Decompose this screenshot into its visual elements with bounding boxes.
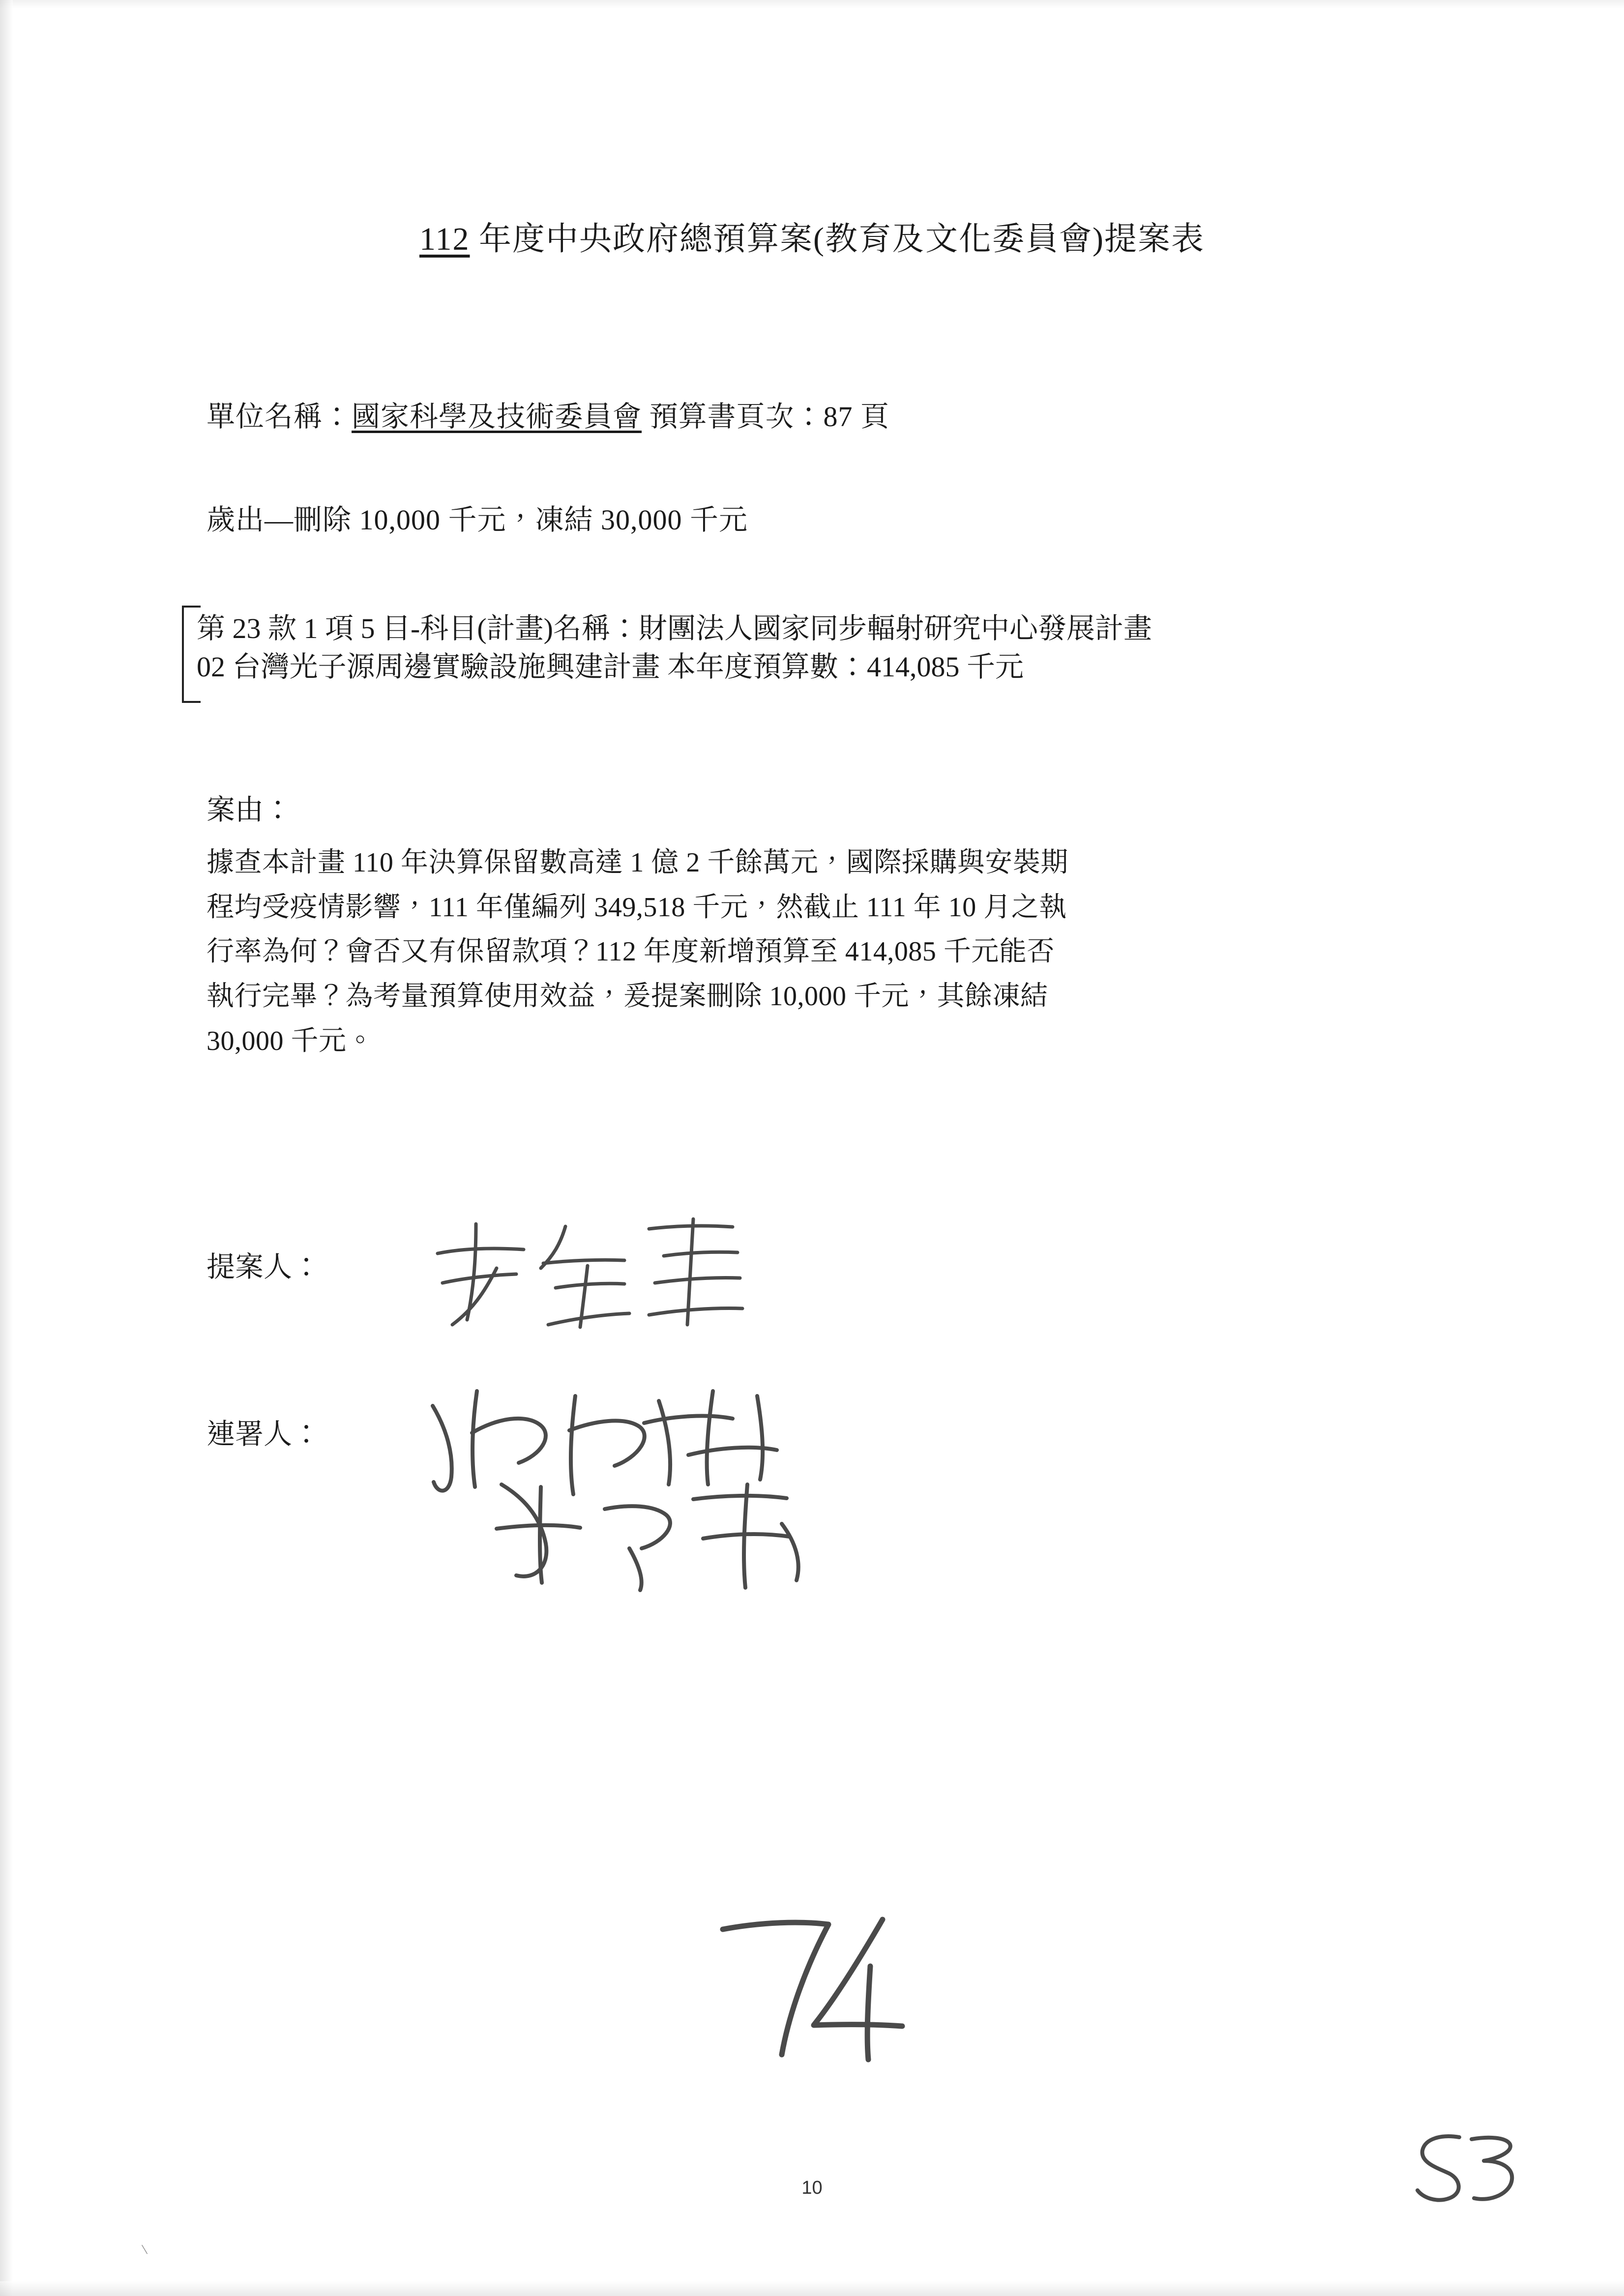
- proposer-signature-handwriting: [418, 1209, 762, 1337]
- scan-artifact-mark: \: [141, 2241, 148, 2258]
- cosigner-row: [207, 1411, 321, 1499]
- reason-line: 30,000 千元。: [207, 1025, 374, 1056]
- handwritten-corner-number: [1408, 2128, 1521, 2212]
- reason-body: [207, 841, 1436, 1064]
- unit-label: 單位名稱：: [207, 401, 352, 433]
- proposer-row: [207, 1244, 321, 1332]
- page-ref-label: 預算書頁次：: [642, 401, 824, 433]
- reason-line: 執行完畢？為考量預算使用效益，爰提案刪除 10,000 千元，其餘凍結: [207, 981, 1048, 1012]
- footer-page-number: 10: [801, 2178, 823, 2198]
- reason-label: 案由：: [207, 794, 293, 826]
- reason-line: 行率為何？會否又有保留款項？112 年度新增預算至 414,085 千元能否: [207, 936, 1055, 967]
- cosigner-signature-2-handwriting: [482, 1470, 826, 1602]
- reason-line: 程均受疫情影響，111 年僅編列 349,518 千元，然截止 111 年 10 月之執: [207, 892, 1067, 923]
- signature-block: [207, 1244, 321, 1499]
- unit-line: [207, 393, 889, 435]
- unit-value: 國家科學及技術委員會: [352, 401, 642, 433]
- page-title-rest: 年度中央政府總預算案(教育及文化委員會)提案表: [470, 221, 1205, 257]
- reason-line: 據查本計畫 110 年決算保留數高達 1 億 2 千餘萬元，國際採購與安裝期: [207, 847, 1068, 878]
- page-title: [0, 212, 1624, 259]
- proposer-label: 提案人：: [207, 1251, 321, 1283]
- budget-item-line-2: 02 台灣光子源周邊實驗設施興建計畫 本年度預算數：414,085 千元: [197, 651, 1024, 683]
- page-ref-value: 87 頁: [823, 401, 890, 433]
- page-title-year: 112: [419, 221, 470, 257]
- handwritten-page-number: [708, 1907, 915, 2064]
- budget-item-line-1: 第 23 款 1 項 5 目-科目(計畫)名稱：財團法人國家同步輻射研究中心發展計畫: [197, 612, 1152, 644]
- scan-edge-left: [0, 0, 13, 2296]
- scan-edge-top: [0, 0, 1624, 9]
- budget-item-block: [197, 610, 1524, 687]
- cosigner-signature-1-handwriting: [413, 1371, 797, 1509]
- scan-edge-bottom: [0, 2281, 1624, 2296]
- reason-block: [207, 786, 1436, 1064]
- cosigner-label: 連署人：: [207, 1418, 321, 1450]
- left-bracket-mark: [182, 606, 201, 703]
- amount-line: 歲出—刪除 10,000 千元，凍結 30,000 千元: [207, 504, 748, 536]
